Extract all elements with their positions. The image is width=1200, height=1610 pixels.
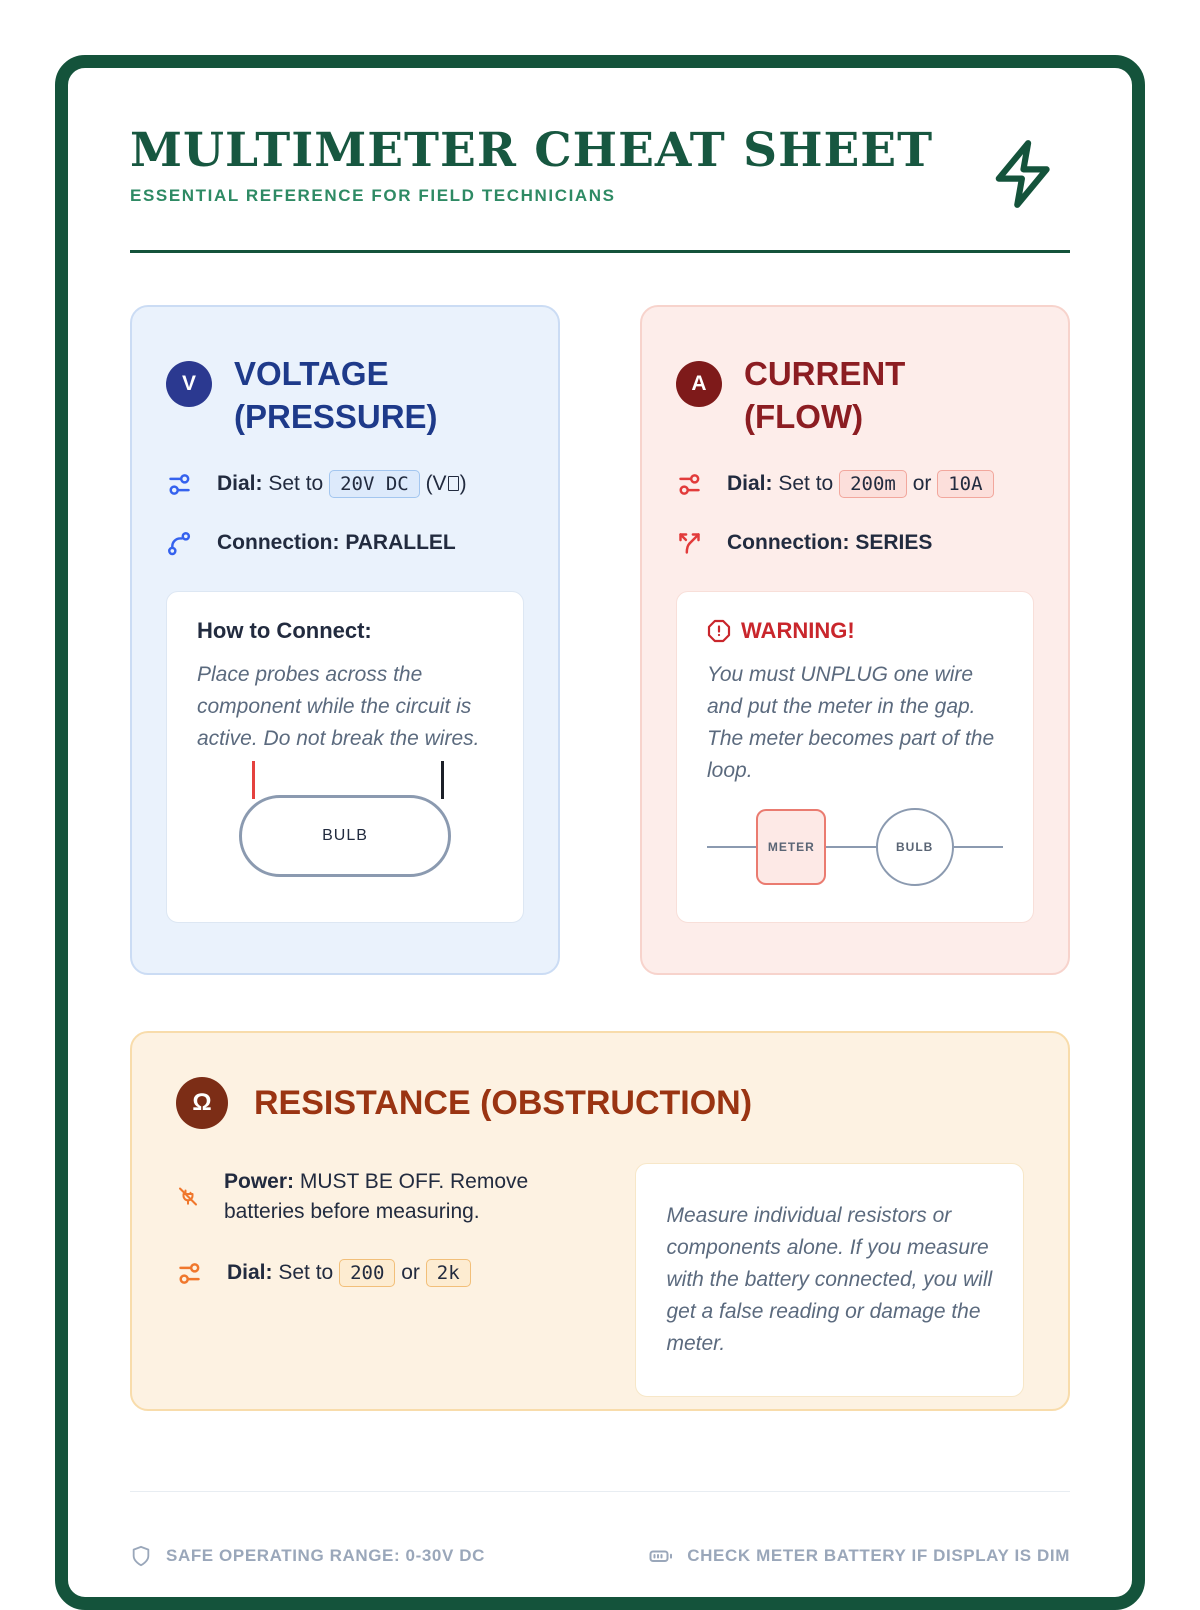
voltage-panel [166, 591, 524, 923]
footer-left-text: SAFE OPERATING RANGE: 0-30V DC [166, 1546, 486, 1565]
voltage-diagram [239, 761, 451, 879]
resistance-power-row [176, 1167, 635, 1228]
page-subtitle: ESSENTIAL REFERENCE FOR FIELD TECHNICIANS [130, 186, 616, 206]
wire-segment [707, 846, 756, 848]
power-label: Power: [224, 1170, 295, 1193]
or-word: or [912, 472, 932, 496]
voltage-connection-row [166, 530, 524, 557]
current-card-header [676, 353, 1034, 439]
current-dial-text [727, 472, 994, 496]
header-divider [130, 250, 1070, 253]
resistance-badge: Ω [176, 1077, 228, 1129]
resistance-body [176, 1163, 1024, 1397]
alert-octagon-icon [707, 619, 731, 643]
current-diagram [707, 808, 1003, 886]
current-dial-row [676, 471, 1034, 498]
voltage-dial-text [217, 472, 467, 496]
voltage-card [130, 305, 560, 975]
voltage-panel-text: Place probes across the component while the circuit is active. Do not break the wires. [197, 662, 480, 750]
missing-glyph-box [448, 476, 459, 491]
current-panel-text: You must UNPLUG one wire and put the meter in the gap. The meter becomes part of the loop. [707, 662, 995, 782]
header-text [130, 123, 934, 206]
black-probe-line [441, 761, 444, 799]
resistance-dial-text [227, 1261, 471, 1285]
resistance-dial-row [176, 1260, 635, 1287]
power-text: MUST BE OFF. Remove batteries before measuring. [224, 1170, 529, 1224]
footer-right-item [648, 1544, 1070, 1568]
zap-icon [988, 134, 1062, 214]
current-title-line2: (FLOW) [744, 397, 864, 435]
footer-right-text: CHECK METER BATTERY IF DISPLAY IS DIM [687, 1546, 1070, 1565]
voltage-connection-text: Connection: PARALLEL [217, 531, 456, 555]
wire-segment [826, 846, 875, 848]
voltage-panel-title: How to Connect: [197, 617, 372, 643]
header [130, 123, 1070, 214]
dial-label: Dial: [727, 472, 773, 496]
footer [130, 1544, 1070, 1568]
dial-suffix-close: ) [459, 472, 467, 496]
page-title: MULTIMETER CHEAT SHEET [130, 123, 934, 178]
current-dial-value1-chip: 200m [839, 470, 907, 498]
dial-prefix: Set to [278, 1261, 334, 1285]
voltage-card-header [166, 353, 524, 439]
voltage-dial-row [166, 471, 524, 498]
current-dial-value2-chip: 10A [937, 470, 993, 498]
resistance-power-text [224, 1167, 536, 1228]
resistance-card [130, 1031, 1070, 1411]
sliders-icon [176, 1260, 203, 1287]
warning-label: WARNING! [741, 617, 855, 643]
resistance-dial-value2-chip: 2k [426, 1259, 471, 1287]
current-card-title [744, 353, 905, 439]
current-badge: A [676, 361, 722, 407]
current-card [640, 305, 1070, 975]
meter-component: METER [756, 809, 826, 885]
resistance-note-panel [635, 1163, 1024, 1397]
branch-icon [166, 530, 193, 557]
voltage-title-line2: (PRESSURE) [234, 397, 438, 435]
current-panel-title [707, 618, 1003, 644]
voltage-card-title [234, 353, 438, 439]
sheet-frame [55, 55, 1145, 1610]
dial-prefix: Set to [268, 472, 324, 496]
current-title-line1: CURRENT [744, 355, 906, 392]
plug-off-icon [176, 1185, 200, 1209]
wire-segment [954, 846, 1003, 848]
voltage-dial-value-chip: 20V DC [329, 470, 420, 498]
resistance-card-header [176, 1077, 1024, 1129]
sheet-content [68, 68, 1132, 1568]
battery-icon [648, 1544, 673, 1568]
dial-label: Dial: [217, 472, 263, 496]
split-arrows-icon [676, 530, 703, 557]
cards-row [130, 305, 1070, 975]
or-word: or [401, 1261, 420, 1285]
shield-icon [130, 1544, 152, 1568]
voltage-dial-suffix [426, 472, 467, 495]
voltage-badge: V [166, 361, 212, 407]
sliders-icon [676, 471, 703, 498]
bulb-component: BULB [876, 808, 954, 886]
resistance-card-title: RESISTANCE (OBSTRUCTION) [254, 1083, 753, 1122]
resistance-left-column [176, 1163, 635, 1397]
voltage-title-line1: VOLTAGE [234, 355, 389, 392]
dial-suffix-open: (V [425, 472, 447, 496]
resistance-dial-value1-chip: 200 [339, 1259, 395, 1287]
current-panel [676, 591, 1034, 923]
bulb-component: BULB [239, 795, 451, 877]
dial-label: Dial: [227, 1261, 273, 1285]
current-connection-text: Connection: SERIES [727, 531, 933, 555]
footer-left-item [130, 1544, 485, 1568]
red-probe-line [252, 761, 255, 799]
current-connection-row [676, 530, 1034, 557]
resistance-note-text: Measure individual resistors or components alone. If you measure with the battery connected, you will get a false reading or damage the meter. [666, 1204, 993, 1355]
dial-prefix: Set to [778, 472, 834, 496]
footer-divider [130, 1491, 1070, 1492]
sliders-icon [166, 471, 193, 498]
